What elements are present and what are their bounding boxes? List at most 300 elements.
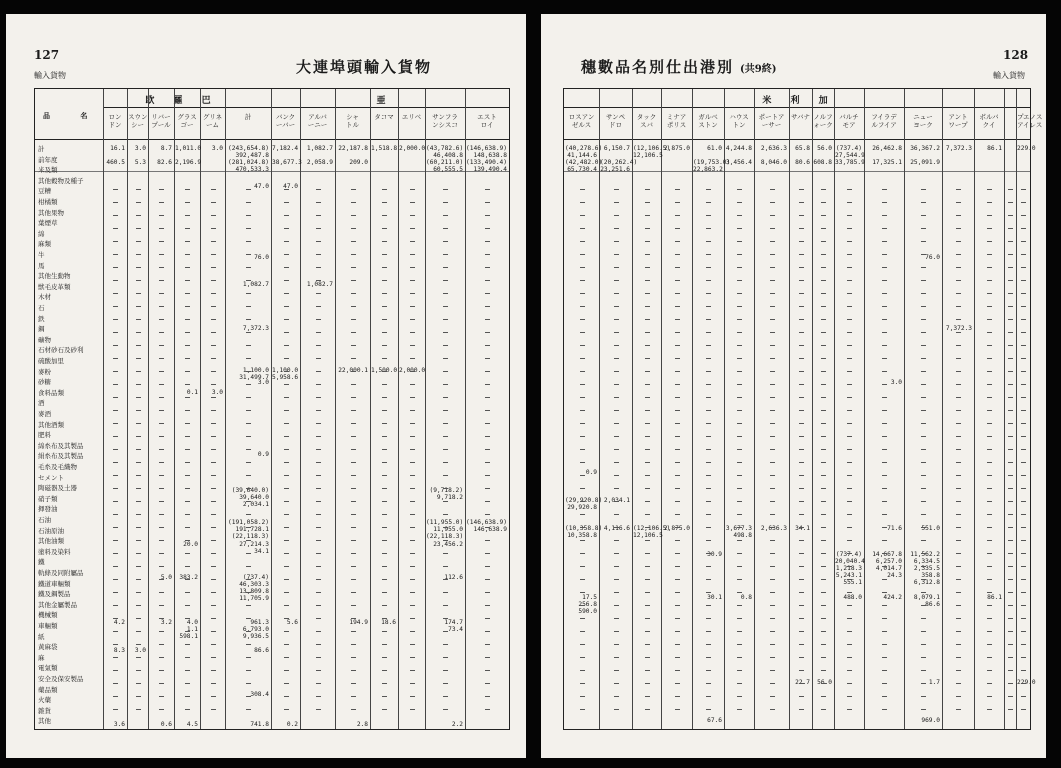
dash-mark: [351, 449, 356, 450]
dash-mark: [211, 254, 216, 255]
dash-mark: [316, 514, 321, 515]
dash-mark: [1008, 527, 1013, 528]
table-cell: 41,144.6: [567, 152, 597, 159]
dash-mark: [799, 202, 804, 203]
table-cell: 47.0: [283, 183, 298, 190]
dash-mark: [706, 488, 711, 489]
dash-mark: [443, 618, 448, 619]
dash-mark: [987, 202, 992, 203]
dash-mark: [847, 579, 852, 580]
dash-mark: [284, 384, 289, 385]
dash-mark: [882, 696, 887, 697]
dash-mark: [1021, 475, 1026, 476]
dash-mark: [987, 280, 992, 281]
dash-mark: [921, 475, 926, 476]
dash-mark: [211, 397, 216, 398]
dash-mark: [921, 293, 926, 294]
dash-mark: [246, 592, 251, 593]
dash-mark: [159, 358, 164, 359]
dash-mark: [921, 202, 926, 203]
table-cell: 33,785.9: [835, 159, 865, 166]
row-label: 其他穀物及種子: [38, 176, 84, 185]
dash-mark: [847, 358, 852, 359]
dash-mark: [847, 488, 852, 489]
table-cell: 1,082.7: [306, 145, 333, 152]
row-label: 麥酒: [38, 410, 51, 418]
dash-mark: [614, 306, 619, 307]
row-label: 石油原油: [38, 526, 64, 535]
dash-mark: [987, 449, 992, 450]
dash-mark: [956, 202, 961, 203]
dash-mark: [645, 410, 650, 411]
table-cell: 5.0: [160, 574, 172, 581]
dash-mark: [847, 293, 852, 294]
dash-mark: [956, 488, 961, 489]
dash-mark: [847, 280, 852, 281]
column-header: グリネ ーム: [202, 113, 223, 129]
table-cell: 3,456.4: [725, 159, 752, 166]
dash-mark: [821, 202, 826, 203]
group-america: 米 利 加: [762, 96, 836, 106]
row-label: 其他: [38, 717, 51, 726]
row-label: 柑橘類: [38, 198, 58, 206]
table-cell: 7,372.3: [945, 145, 972, 152]
column-rule: [103, 89, 104, 729]
table-cell: 0.9: [585, 469, 597, 476]
dash-mark: [737, 189, 742, 190]
table-cell: 7,182.4: [272, 145, 299, 152]
dash-mark: [410, 527, 415, 528]
dash-mark: [882, 657, 887, 658]
dash-mark: [136, 254, 141, 255]
table-cell: 3.0: [134, 145, 146, 152]
dash-mark: [645, 215, 650, 216]
dash-mark: [821, 215, 826, 216]
column-header: 計: [244, 113, 252, 121]
table-cell: 2,335.5: [913, 565, 940, 572]
dash-mark: [246, 488, 251, 489]
dash-mark: [770, 540, 775, 541]
dash-mark: [675, 579, 680, 580]
table-cell: 961.3: [250, 619, 269, 626]
dash-mark: [737, 280, 742, 281]
dash-mark: [351, 358, 356, 359]
row-label: 安全及保安製品: [38, 675, 84, 683]
dash-mark: [821, 631, 826, 632]
dash-mark: [185, 449, 190, 450]
dash-mark: [316, 423, 321, 424]
dash-mark: [987, 410, 992, 411]
dash-mark: [185, 709, 190, 710]
column-rule: [942, 89, 943, 729]
dash-mark: [443, 254, 448, 255]
table-cell: 46,408.8: [433, 152, 463, 159]
table-cell: 22,187.8: [338, 145, 368, 152]
dash-mark: [246, 514, 251, 515]
dash-mark: [706, 306, 711, 307]
dash-mark: [443, 657, 448, 658]
dash-mark: [159, 488, 164, 489]
dash-mark: [956, 579, 961, 580]
dash-mark: [921, 410, 926, 411]
dash-mark: [485, 579, 490, 580]
dash-mark: [737, 384, 742, 385]
table-cell: 229.0: [1017, 145, 1036, 152]
dash-mark: [410, 501, 415, 502]
dash-mark: [159, 397, 164, 398]
dash-mark: [410, 592, 415, 593]
dash-mark: [821, 514, 826, 515]
column-header: スウン シー: [128, 113, 148, 129]
dash-mark: [159, 293, 164, 294]
dash-mark: [645, 579, 650, 580]
dash-mark: [351, 267, 356, 268]
dash-mark: [410, 462, 415, 463]
dash-mark: [770, 319, 775, 320]
dash-mark: [675, 202, 680, 203]
dash-mark: [987, 215, 992, 216]
dash-mark: [770, 618, 775, 619]
dash-mark: [185, 462, 190, 463]
dash-mark: [956, 553, 961, 554]
dash-mark: [921, 592, 926, 593]
dash-mark: [847, 397, 852, 398]
dash-mark: [737, 592, 742, 593]
dash-mark: [185, 254, 190, 255]
dash-mark: [799, 254, 804, 255]
dash-mark: [706, 241, 711, 242]
table-cell: 1,100.0: [272, 367, 299, 374]
dash-mark: [882, 215, 887, 216]
dash-mark: [675, 319, 680, 320]
dash-mark: [246, 501, 251, 502]
dash-mark: [821, 696, 826, 697]
dash-mark: [821, 683, 826, 684]
dash-mark: [1021, 436, 1026, 437]
dash-mark: [847, 436, 852, 437]
dash-mark: [382, 241, 387, 242]
dash-mark: [921, 488, 926, 489]
right-header-label: 輸入貨物: [993, 71, 1025, 80]
dash-mark: [443, 241, 448, 242]
dash-mark: [645, 436, 650, 437]
dash-mark: [614, 670, 619, 671]
dash-mark: [645, 553, 650, 554]
dash-mark: [706, 189, 711, 190]
dash-mark: [614, 449, 619, 450]
table-cell: 86.6: [925, 601, 940, 608]
dash-mark: [443, 553, 448, 554]
dash-mark: [614, 592, 619, 593]
dash-mark: [1021, 397, 1026, 398]
dash-mark: [675, 501, 680, 502]
dash-mark: [706, 540, 711, 541]
dash-mark: [382, 566, 387, 567]
column-header: ミナア ポリス: [666, 113, 687, 129]
table-cell: 31,499.7: [239, 374, 269, 381]
dash-mark: [799, 280, 804, 281]
table-cell: 12,106.5: [633, 532, 663, 539]
dash-mark: [921, 423, 926, 424]
dash-mark: [580, 670, 585, 671]
dash-mark: [799, 410, 804, 411]
dash-mark: [485, 501, 490, 502]
dash-mark: [410, 605, 415, 606]
dash-mark: [1008, 202, 1013, 203]
dash-mark: [987, 319, 992, 320]
table-cell: 29,920.8: [567, 504, 597, 511]
dash-mark: [485, 644, 490, 645]
dash-mark: [706, 631, 711, 632]
dash-mark: [382, 202, 387, 203]
dash-mark: [211, 488, 216, 489]
dash-mark: [136, 644, 141, 645]
dash-mark: [1021, 423, 1026, 424]
dash-mark: [159, 579, 164, 580]
dash-mark: [706, 215, 711, 216]
dash-mark: [770, 475, 775, 476]
dash-mark: [987, 241, 992, 242]
dash-mark: [614, 462, 619, 463]
table-cell: (10,358.8): [565, 525, 603, 532]
dash-mark: [485, 670, 490, 671]
dash-mark: [799, 241, 804, 242]
dash-mark: [706, 462, 711, 463]
table-cell: 4,244.8: [725, 145, 752, 152]
dash-mark: [1008, 371, 1013, 372]
table-cell: 9,936.5: [242, 633, 269, 640]
dash-mark: [443, 696, 448, 697]
dash-mark: [675, 228, 680, 229]
dash-mark: [351, 501, 356, 502]
dash-mark: [382, 371, 387, 372]
dash-mark: [246, 319, 251, 320]
table-cell: 590.0: [578, 608, 597, 615]
dash-mark: [485, 566, 490, 567]
table-cell: 4,116.6: [603, 525, 630, 532]
left-statistics-table: [34, 88, 510, 730]
dash-mark: [443, 267, 448, 268]
dash-mark: [316, 540, 321, 541]
dash-mark: [706, 475, 711, 476]
dash-mark: [614, 436, 619, 437]
dash-mark: [847, 644, 852, 645]
dash-mark: [136, 696, 141, 697]
table-cell: 1,500.0: [371, 367, 398, 374]
dash-mark: [706, 254, 711, 255]
table-cell: 3,677.3: [725, 525, 752, 532]
dash-mark: [706, 436, 711, 437]
table-cell: 34.1: [254, 548, 269, 555]
table-cell: 194.9: [349, 619, 368, 626]
dash-mark: [821, 540, 826, 541]
dash-mark: [921, 618, 926, 619]
table-cell: 30.1: [707, 594, 722, 601]
row-label: 木材: [38, 293, 51, 302]
table-cell: 7,372.3: [242, 325, 269, 332]
table-cell: 139,490.4: [473, 166, 507, 173]
dash-mark: [645, 397, 650, 398]
table-cell: 1,218.3: [835, 565, 862, 572]
table-cell: 8,079.1: [913, 594, 940, 601]
dash-mark: [706, 371, 711, 372]
dash-mark: [737, 319, 742, 320]
dash-mark: [351, 709, 356, 710]
dash-mark: [921, 566, 926, 567]
dash-mark: [882, 332, 887, 333]
dash-mark: [443, 631, 448, 632]
dash-mark: [316, 189, 321, 190]
dash-mark: [580, 319, 585, 320]
dash-mark: [485, 280, 490, 281]
dash-mark: [211, 423, 216, 424]
dash-mark: [821, 436, 826, 437]
dash-mark: [284, 371, 289, 372]
dash-mark: [645, 644, 650, 645]
table-cell: 67.6: [707, 717, 722, 724]
left-header-label: 輸入貨物: [34, 71, 66, 80]
table-cell: 56.0: [817, 679, 832, 686]
table-cell: 8,046.0: [760, 159, 787, 166]
dash-mark: [351, 202, 356, 203]
dash-mark: [706, 319, 711, 320]
dash-mark: [770, 267, 775, 268]
dash-mark: [956, 501, 961, 502]
row-label: 鐵: [38, 558, 45, 567]
dash-mark: [675, 436, 680, 437]
dash-mark: [410, 189, 415, 190]
dash-mark: [799, 709, 804, 710]
dash-mark: [485, 462, 490, 463]
dash-mark: [956, 657, 961, 658]
dash-mark: [410, 475, 415, 476]
dash-mark: [351, 436, 356, 437]
dash-mark: [882, 579, 887, 580]
dash-mark: [956, 475, 961, 476]
dash-mark: [113, 358, 118, 359]
dash-mark: [706, 280, 711, 281]
table-cell: 71.6: [887, 525, 902, 532]
dash-mark: [211, 306, 216, 307]
dash-mark: [770, 657, 775, 658]
dash-mark: [136, 410, 141, 411]
dash-mark: [987, 293, 992, 294]
dash-mark: [882, 423, 887, 424]
dash-mark: [136, 553, 141, 554]
dash-mark: [211, 189, 216, 190]
dash-mark: [956, 215, 961, 216]
dash-mark: [737, 462, 742, 463]
dash-mark: [410, 332, 415, 333]
table-cell: (191,058.2): [228, 519, 269, 526]
dash-mark: [316, 254, 321, 255]
dash-mark: [1008, 189, 1013, 190]
dash-mark: [1021, 553, 1026, 554]
dash-mark: [351, 306, 356, 307]
column-header: タコマ: [374, 113, 394, 121]
dash-mark: [284, 306, 289, 307]
dash-mark: [580, 345, 585, 346]
dash-mark: [921, 657, 926, 658]
dash-mark: [847, 514, 852, 515]
dash-mark: [185, 475, 190, 476]
table-cell: (22,118.3): [231, 533, 269, 540]
dash-mark: [770, 514, 775, 515]
table-cell: (40,278.6): [565, 145, 603, 152]
dash-mark: [136, 709, 141, 710]
table-cell: 741.8: [250, 721, 269, 728]
dash-mark: [113, 475, 118, 476]
dash-mark: [987, 267, 992, 268]
dash-mark: [675, 618, 680, 619]
dash-mark: [246, 527, 251, 528]
dash-mark: [770, 371, 775, 372]
dash-mark: [580, 202, 585, 203]
dash-mark: [821, 423, 826, 424]
dash-mark: [614, 553, 619, 554]
dash-mark: [956, 540, 961, 541]
dash-mark: [770, 449, 775, 450]
dash-mark: [737, 696, 742, 697]
dash-mark: [113, 566, 118, 567]
dash-mark: [799, 397, 804, 398]
row-label: 葉煙草: [38, 219, 58, 228]
dash-mark: [737, 254, 742, 255]
dash-mark: [246, 709, 251, 710]
dash-mark: [316, 657, 321, 658]
dash-mark: [882, 254, 887, 255]
dash-mark: [821, 449, 826, 450]
dash-mark: [614, 358, 619, 359]
dash-mark: [351, 657, 356, 658]
dash-mark: [882, 501, 887, 502]
table-cell: 308.4: [250, 691, 269, 698]
dash-mark: [185, 423, 190, 424]
dash-mark: [921, 306, 926, 307]
dash-mark: [645, 709, 650, 710]
dash-mark: [580, 566, 585, 567]
table-cell: 2,000.0: [399, 145, 426, 152]
dash-mark: [987, 657, 992, 658]
dash-mark: [821, 384, 826, 385]
table-cell: 8.3: [113, 647, 125, 654]
column-rule: [812, 89, 813, 729]
dash-mark: [113, 189, 118, 190]
table-cell: (43,782.6): [426, 145, 464, 152]
dash-mark: [211, 319, 216, 320]
dash-mark: [847, 696, 852, 697]
dash-mark: [284, 449, 289, 450]
dash-mark: [351, 631, 356, 632]
dash-mark: [1021, 592, 1026, 593]
row-label: 其他油類: [38, 537, 64, 546]
dash-mark: [614, 332, 619, 333]
column-rule: [864, 89, 865, 729]
row-label: 肥料: [38, 431, 51, 440]
table-cell: 424.2: [883, 594, 902, 601]
dash-mark: [1021, 566, 1026, 567]
dash-mark: [351, 566, 356, 567]
table-cell: (146,638.9): [466, 519, 507, 526]
dash-mark: [645, 670, 650, 671]
dash-mark: [580, 423, 585, 424]
dash-mark: [382, 670, 387, 671]
dash-mark: [821, 501, 826, 502]
dash-mark: [284, 696, 289, 697]
dash-mark: [737, 488, 742, 489]
dash-mark: [580, 397, 585, 398]
dash-mark: [382, 631, 387, 632]
